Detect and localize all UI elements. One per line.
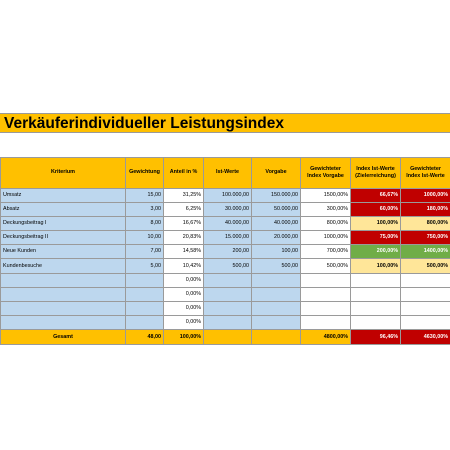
cell-gew-index-ist (401, 302, 450, 316)
cell-kriterium[interactable]: Umsatz (1, 188, 126, 202)
cell-vorgabe[interactable]: 50.000,00 (252, 202, 301, 216)
title-bar (0, 113, 450, 133)
table-row (1, 202, 450, 216)
cell-anteil: 16,67% (164, 216, 204, 230)
cell-gew-index-ist: 180,00% (401, 202, 450, 216)
header-row (1, 157, 450, 188)
cell-index-ist (351, 273, 401, 287)
table-row (1, 245, 450, 259)
cell-gewichtung[interactable]: 10,00 (126, 231, 164, 245)
cell-kriterium[interactable] (1, 302, 126, 316)
cell-anteil: 0,00% (164, 273, 204, 287)
cell-gewichtung[interactable]: 5,00 (126, 259, 164, 273)
cell-gew-index-vorgabe (301, 287, 351, 301)
cell-gew-index-vorgabe: 700,00% (301, 245, 351, 259)
cell-gew-index-ist (401, 287, 450, 301)
cell-gew-index-vorgabe (301, 302, 351, 316)
performance-index-table (0, 145, 450, 345)
cell-gew-index-vorgabe: 1500,00% (301, 188, 351, 202)
total-label: Gesamt (1, 330, 126, 345)
cell-index-ist: 100,00% (351, 259, 401, 273)
cell-gew-index-ist: 1400,00% (401, 245, 450, 259)
total-anteil: 100,00% (164, 330, 204, 345)
cell-index-ist: 66,67% (351, 188, 401, 202)
cell-ist[interactable]: 15.000,00 (204, 231, 252, 245)
cell-gewichtung[interactable]: 15,00 (126, 188, 164, 202)
cell-gew-index-ist: 750,00% (401, 231, 450, 245)
cell-gewichtung[interactable]: 3,00 (126, 202, 164, 216)
cell-vorgabe[interactable] (252, 302, 301, 316)
header-index-ist: Index Ist-Werte (Zielerreichung) (351, 157, 401, 188)
cell-index-ist: 100,00% (351, 216, 401, 230)
header-anteil: Anteil in % (164, 157, 204, 188)
cell-ist[interactable]: 40.000,00 (204, 216, 252, 230)
cell-kriterium[interactable]: Absatz (1, 202, 126, 216)
total-vorgabe-empty (252, 330, 301, 345)
cell-vorgabe[interactable] (252, 273, 301, 287)
cell-ist[interactable]: 500,00 (204, 259, 252, 273)
header-gew-index-vorgabe: Gewichteter Index Vorgabe (301, 157, 351, 188)
cell-anteil: 31,25% (164, 188, 204, 202)
cell-ist[interactable]: 30.000,00 (204, 202, 252, 216)
cell-gew-index-vorgabe: 300,00% (301, 202, 351, 216)
cell-ist[interactable] (204, 316, 252, 330)
total-gew-index-ist: 4630,00% (401, 330, 450, 345)
header-kriterium: Kriterium (1, 157, 126, 188)
cell-gew-index-vorgabe: 800,00% (301, 216, 351, 230)
cell-kriterium[interactable]: Deckungsbeitrag II (1, 231, 126, 245)
cell-kriterium[interactable] (1, 316, 126, 330)
table-row (1, 302, 450, 316)
cell-gewichtung[interactable] (126, 316, 164, 330)
cell-kriterium[interactable] (1, 273, 126, 287)
cell-anteil: 6,25% (164, 202, 204, 216)
cell-index-ist: 75,00% (351, 231, 401, 245)
header-ist: Ist-Werte (204, 157, 252, 188)
spacer-row (1, 145, 450, 157)
table-row (1, 316, 450, 330)
cell-gew-index-vorgabe: 1000,00% (301, 231, 351, 245)
cell-gewichtung[interactable]: 8,00 (126, 216, 164, 230)
cell-gew-index-ist: 500,00% (401, 259, 450, 273)
cell-ist[interactable] (204, 302, 252, 316)
cell-anteil: 20,83% (164, 231, 204, 245)
cell-index-ist: 200,00% (351, 245, 401, 259)
cell-kriterium[interactable]: Kundenbesuche (1, 259, 126, 273)
cell-gewichtung[interactable] (126, 287, 164, 301)
cell-vorgabe[interactable]: 100,00 (252, 245, 301, 259)
cell-vorgabe[interactable]: 500,00 (252, 259, 301, 273)
cell-anteil: 0,00% (164, 287, 204, 301)
cell-gew-index-ist (401, 273, 450, 287)
cell-vorgabe[interactable]: 20.000,00 (252, 231, 301, 245)
cell-gew-index-ist: 800,00% (401, 216, 450, 230)
total-gew-index-vorgabe: 4800,00% (301, 330, 351, 345)
cell-gewichtung[interactable]: 7,00 (126, 245, 164, 259)
cell-kriterium[interactable]: Neue Kunden (1, 245, 126, 259)
cell-gew-index-ist (401, 316, 450, 330)
cell-gew-index-ist: 1000,00% (401, 188, 450, 202)
cell-gew-index-vorgabe (301, 273, 351, 287)
cell-anteil: 14,58% (164, 245, 204, 259)
cell-kriterium[interactable] (1, 287, 126, 301)
cell-ist[interactable] (204, 273, 252, 287)
cell-index-ist: 60,00% (351, 202, 401, 216)
sheet-title: Verkäuferindividueller Leistungsindex (4, 115, 284, 132)
cell-gew-index-vorgabe (301, 316, 351, 330)
cell-vorgabe[interactable] (252, 316, 301, 330)
cell-index-ist (351, 316, 401, 330)
total-index-ist: 96,46% (351, 330, 401, 345)
cell-anteil: 0,00% (164, 302, 204, 316)
table-row (1, 231, 450, 245)
cell-kriterium[interactable]: Deckungsbeitrag I (1, 216, 126, 230)
cell-gewichtung[interactable] (126, 302, 164, 316)
total-gewichtung: 48,00 (126, 330, 164, 345)
cell-gew-index-vorgabe: 500,00% (301, 259, 351, 273)
cell-vorgabe[interactable]: 150.000,00 (252, 188, 301, 202)
cell-vorgabe[interactable] (252, 287, 301, 301)
cell-anteil: 10,42% (164, 259, 204, 273)
header-vorgabe: Vorgabe (252, 157, 301, 188)
header-gewichtung: Gewichtung (126, 157, 164, 188)
table-row (1, 273, 450, 287)
total-row (1, 330, 450, 345)
cell-anteil: 0,00% (164, 316, 204, 330)
total-ist-empty (204, 330, 252, 345)
table-row (1, 216, 450, 230)
table-row (1, 287, 450, 301)
cell-ist[interactable]: 100.000,00 (204, 188, 252, 202)
table-row (1, 188, 450, 202)
cell-ist[interactable] (204, 287, 252, 301)
cell-ist[interactable]: 200,00 (204, 245, 252, 259)
header-gew-index-ist: Gewichteter Index Ist-Werte (401, 157, 450, 188)
cell-index-ist (351, 287, 401, 301)
cell-vorgabe[interactable]: 40.000,00 (252, 216, 301, 230)
cell-gewichtung[interactable] (126, 273, 164, 287)
table-row (1, 259, 450, 273)
cell-index-ist (351, 302, 401, 316)
